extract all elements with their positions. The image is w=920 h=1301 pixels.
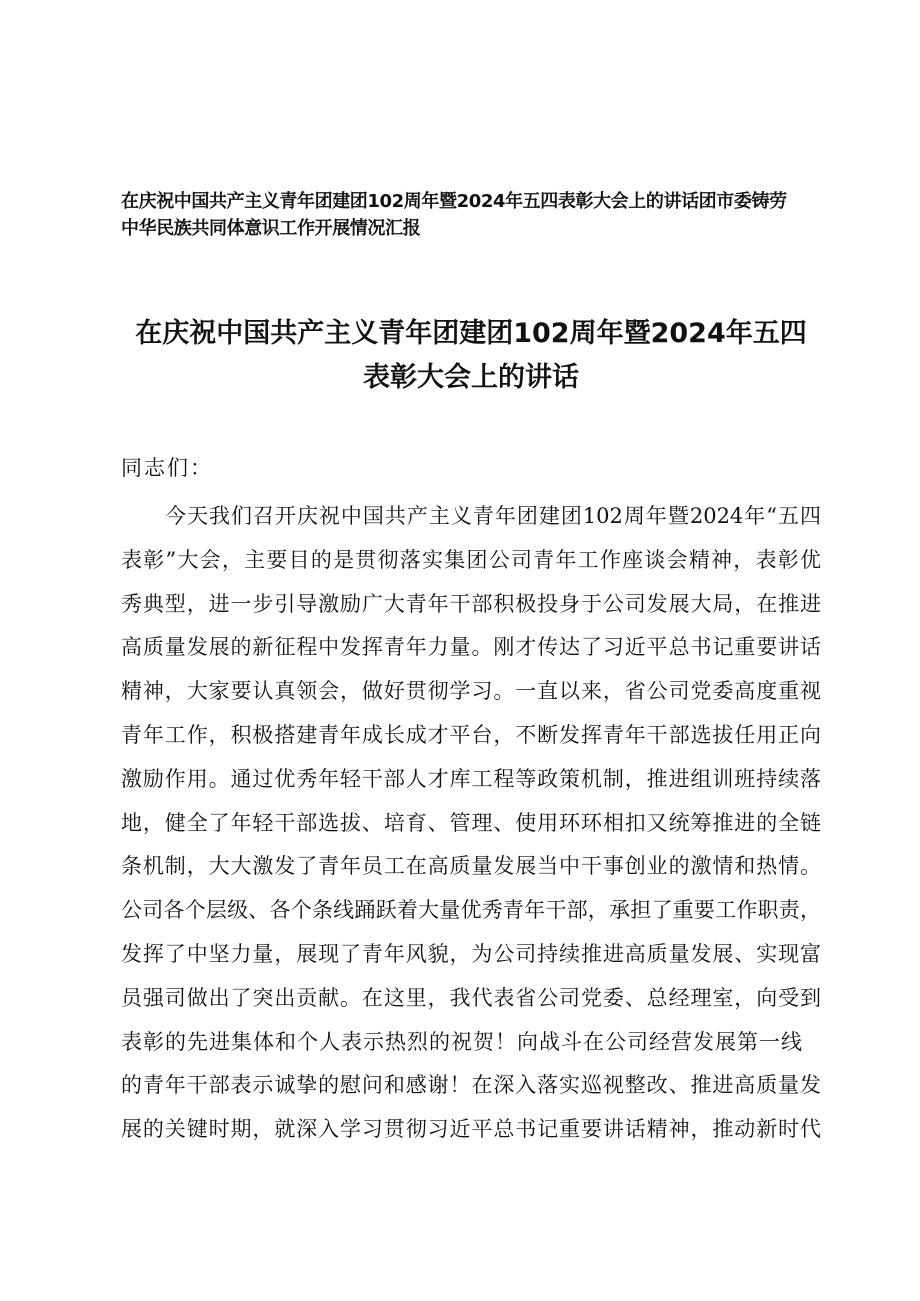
body-line: 发挥了中坚力量，展现了青年风貌，为公司持续推进高质量发展、实现富	[121, 941, 821, 966]
salutation: 同志们：	[121, 456, 213, 480]
body-line: 员强司做出了突出贡献。在这里，我代表省公司党委、总经理室，向受到	[121, 985, 821, 1010]
title-line-2: 表彰大会上的讲话	[363, 362, 579, 393]
body-line: 今天我们召开庆祝中国共产主义青年团建团102周年暨2024年“五四	[165, 504, 821, 528]
document-header	[121, 188, 821, 242]
title-line-1: 在庆祝中国共产主义青年团建团102周年暨2024年五四	[135, 318, 807, 349]
body-line: 展的关键时期，就深入学习贯彻习近平总书记重要讲话精神，推动新时代	[121, 1117, 821, 1142]
body-line: 条机制，大大激发了青年员工在高质量发展当中干事创业的激情和热情。	[121, 854, 821, 879]
body-paragraph	[121, 495, 821, 1152]
body-line: 激励作用。通过优秀年轻干部人才库工程等政策机制，推进组训班持续落	[121, 766, 821, 791]
header-line-1: 在庆祝中国共产主义青年团建团102周年暨2024年五四表彰大会上的讲话团市委铸劳	[121, 191, 787, 212]
body-line: 高质量发展的新征程中发挥青年力量。刚才传达了习近平总书记重要讲话	[121, 635, 821, 660]
body-line: 秀典型，进一步引导激励广大青年干部积极投身于公司发展大局，在推进	[121, 591, 821, 616]
body-line: 青年工作，积极搭建青年成长成才平台，不断发挥青年干部选拔任用正向	[121, 722, 821, 747]
body-line: 地，健全了年轻干部选拔、培育、管理、使用环环相扣又统筹推进的全链	[121, 810, 821, 835]
header-line-2: 中华民族共同体意识工作开展情况汇报	[121, 218, 421, 239]
document-title	[121, 312, 821, 400]
body-line: 精神，大家要认真领会，做好贯彻学习。一直以来，省公司党委高度重视	[121, 679, 821, 704]
body-line: 公司各个层级、各个条线踊跃着大量优秀青年干部，承担了重要工作职责，	[121, 898, 821, 923]
body-line: 的青年干部表示诚挚的慰问和感谢！在深入落实巡视整改、推进高质量发	[121, 1073, 821, 1098]
body-line: 表彰”大会，主要目的是贯彻落实集团公司青年工作座谈会精神，表彰优	[121, 547, 821, 572]
body-line: 表彰的先进集体和个人表示热烈的祝贺！向战斗在公司经营发展第一线	[121, 1029, 803, 1054]
